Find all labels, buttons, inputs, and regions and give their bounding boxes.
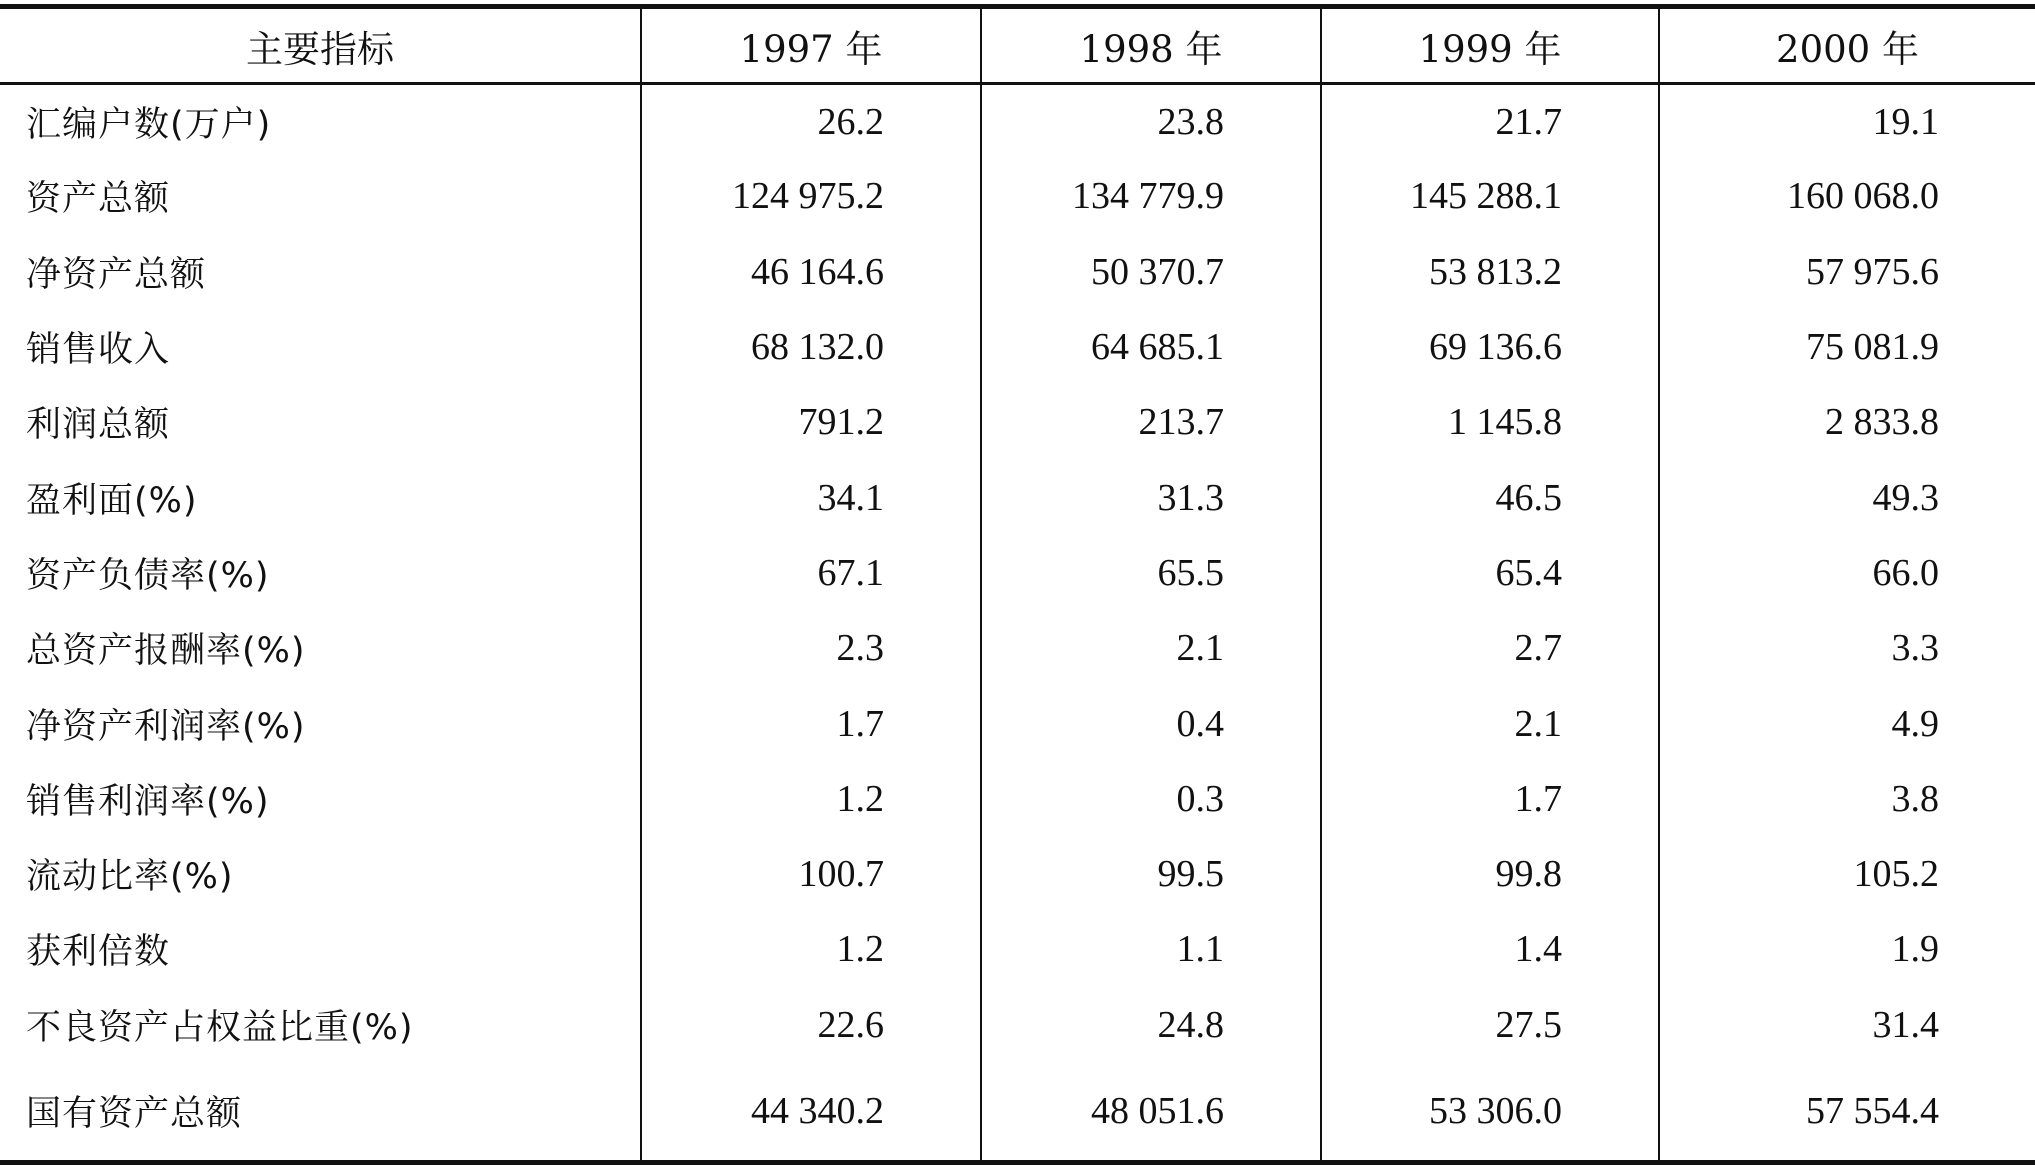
cell-value: 1.4 [1321,912,1659,987]
cell-value: 0.4 [981,686,1321,761]
cell-value: 0.3 [981,761,1321,836]
cell-value: 213.7 [981,385,1321,460]
cell-value: 3.8 [1659,761,2035,836]
cell-value: 19.1 [1659,84,2035,159]
cell-value: 160 068.0 [1659,159,2035,234]
cell-value: 1 145.8 [1321,385,1659,460]
table-row [0,686,2035,761]
row-label: 国有资产总额 [26,1094,243,1135]
cell-value: 3.3 [1659,611,2035,686]
row-label: 净资产总额 [26,254,207,295]
table-row [0,1062,2035,1162]
cell-value: 134 779.9 [981,159,1321,234]
table-row [0,84,2035,159]
cell-value: 57 554.4 [1659,1062,2035,1162]
table-row [0,234,2035,309]
cell-value: 44 340.2 [641,1062,981,1162]
header-year-1997: 1997 年 [641,7,981,84]
cell-value: 2.7 [1321,611,1659,686]
cell-value: 66.0 [1659,535,2035,610]
cell-value: 2 833.8 [1659,385,2035,460]
cell-value: 31.3 [981,460,1321,535]
table-row [0,460,2035,535]
table-header [0,7,2035,84]
cell-value: 4.9 [1659,686,2035,761]
row-label: 盈利面(%) [26,480,198,521]
cell-value: 65.4 [1321,535,1659,610]
cell-value: 34.1 [641,460,981,535]
cell-value: 53 306.0 [1321,1062,1659,1162]
cell-value: 1.2 [641,912,981,987]
row-label: 净资产利润率(%) [26,706,306,747]
cell-value: 21.7 [1321,84,1659,159]
cell-value: 48 051.6 [981,1062,1321,1162]
header-indicator: 主要指标 [246,27,394,71]
table-body [0,84,2035,1163]
table-row [0,912,2035,987]
row-label: 销售利润率(%) [26,781,270,822]
cell-value: 791.2 [641,385,981,460]
cell-value: 46.5 [1321,460,1659,535]
cell-value: 1.9 [1659,912,2035,987]
cell-value: 105.2 [1659,836,2035,911]
cell-value: 1.2 [641,761,981,836]
header-year-1998: 1998 年 [981,7,1321,84]
cell-value: 67.1 [641,535,981,610]
cell-value: 27.5 [1321,987,1659,1062]
cell-value: 2.3 [641,611,981,686]
cell-value: 57 975.6 [1659,234,2035,309]
cell-value: 64 685.1 [981,309,1321,384]
table-row [0,309,2035,384]
table-row [0,611,2035,686]
cell-value: 99.5 [981,836,1321,911]
row-label: 汇编户数(万户) [26,104,272,145]
cell-value: 99.8 [1321,836,1659,911]
indicator-table-container [0,4,2035,1162]
cell-value: 124 975.2 [641,159,981,234]
row-label: 资产总额 [26,179,171,220]
row-label: 总资产报酬率(%) [26,631,306,672]
cell-value: 50 370.7 [981,234,1321,309]
cell-value: 31.4 [1659,987,2035,1062]
row-label: 流动比率(%) [26,857,234,898]
cell-value: 100.7 [641,836,981,911]
row-label: 销售收入 [26,330,171,371]
indicator-table [0,4,2035,1165]
cell-value: 2.1 [1321,686,1659,761]
cell-value: 26.2 [641,84,981,159]
cell-value: 24.8 [981,987,1321,1062]
cell-value: 69 136.6 [1321,309,1659,384]
header-year-2000: 2000 年 [1659,7,2035,84]
cell-value: 22.6 [641,987,981,1062]
table-row [0,987,2035,1062]
cell-value: 46 164.6 [641,234,981,309]
table-row [0,836,2035,911]
cell-value: 65.5 [981,535,1321,610]
row-label: 利润总额 [26,405,171,446]
row-label: 不良资产占权益比重(%) [26,1007,414,1048]
cell-value: 1.7 [1321,761,1659,836]
cell-value: 53 813.2 [1321,234,1659,309]
cell-value: 68 132.0 [641,309,981,384]
cell-value: 23.8 [981,84,1321,159]
header-year-1999: 1999 年 [1321,7,1659,84]
header-row [0,7,2035,84]
table-row [0,761,2035,836]
cell-value: 49.3 [1659,460,2035,535]
table-row [0,159,2035,234]
table-row [0,385,2035,460]
row-label: 获利倍数 [26,932,171,973]
cell-value: 1.7 [641,686,981,761]
cell-value: 145 288.1 [1321,159,1659,234]
row-label: 资产负债率(%) [26,555,270,596]
table-row [0,535,2035,610]
cell-value: 75 081.9 [1659,309,2035,384]
cell-value: 1.1 [981,912,1321,987]
cell-value: 2.1 [981,611,1321,686]
